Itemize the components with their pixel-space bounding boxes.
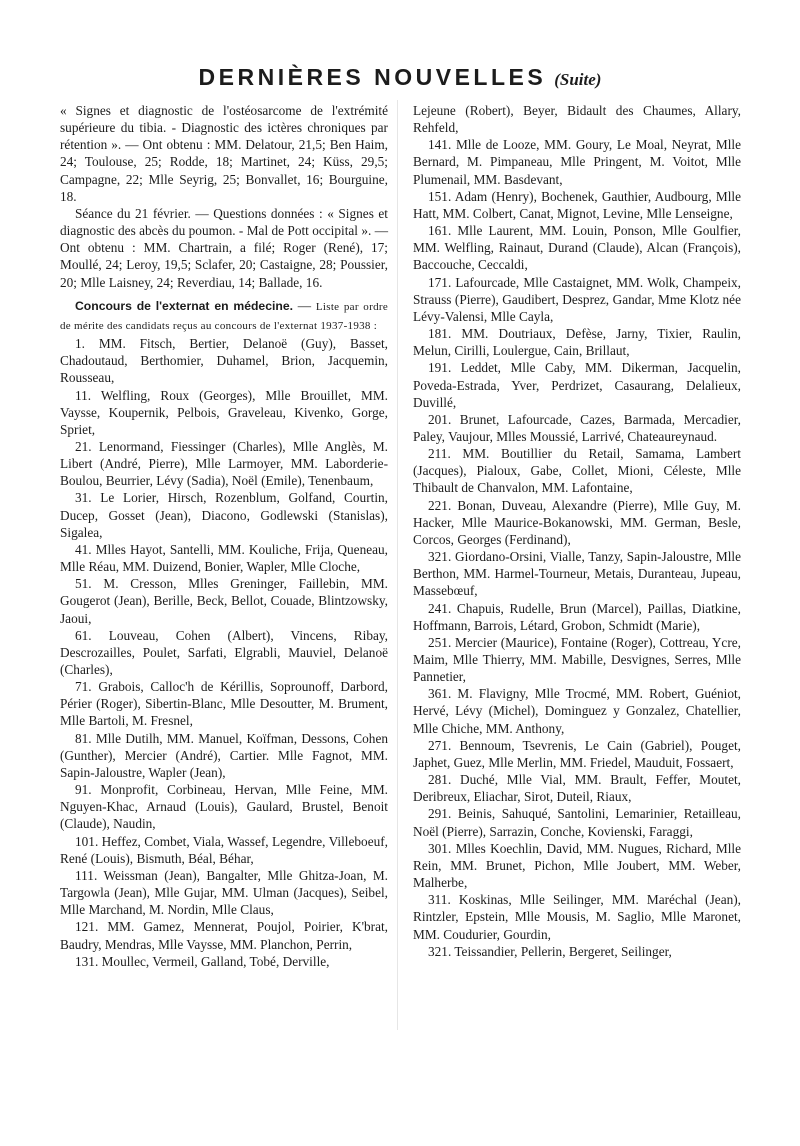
page-subtitle: (Suite) — [554, 70, 602, 89]
list-item: 161. Mlle Laurent, MM. Louin, Ponson, Mlle Goulfier, MM. Welfling, Rainaut, Durand (Claude), Alcan (François), Baccouche, Ceccaldi, — [413, 223, 741, 273]
list-item: 151. Adam (Henry), Bochenek, Gauthier, Audbourg, Mlle Hatt, MM. Colbert, Canat, Mignot, Levine, Mlle Lenseigne, — [413, 188, 741, 221]
column-divider — [397, 100, 398, 1030]
list-item: 241. Chapuis, Rudelle, Brun (Marcel), Paillas, Diatkine, Hoffmann, Barrois, Létard, Grobon, Schmidt (Marie), — [413, 600, 741, 633]
section-dash: — — [293, 297, 316, 313]
list-item: 361. M. Flavigny, Mlle Trocmé, MM. Robert, Guéniot, Hervé, Lévy (Michel), Dominguez y Gonzalez, Chatellier, Mlle Chiche, MM. Anthony, — [413, 686, 741, 736]
list-item: 281. Duché, Mlle Vial, MM. Brault, Feffer, Moutet, Deribreux, Eliachar, Sirot, Duteil, Riaux, — [413, 772, 741, 805]
section-heading — [60, 297, 388, 335]
list-item: 321. Teissandier, Pellerin, Bergeret, Seilinger, — [428, 943, 672, 959]
section-title: Concours de l'externat en médecine. — [75, 298, 293, 313]
list-item: 71. Grabois, Calloc'h de Kérillis, Soprounoff, Darbord, Périer (Roger), Sibertin-Blanc, Mlle Desoutter, M. Brument, Mlle Bartoli, M. Fresnel, — [60, 679, 388, 729]
list-item: 81. Mlle Dutilh, MM. Manuel, Koïfman, Dessons, Cohen (Gunther), Mercier (André), Cartier. Mlle Fagnot, MM. Sapin-Jaloustre, Wapler (Jean), — [60, 730, 388, 780]
list-item: 101. Heffez, Combet, Viala, Wassef, Legendre, Villeboeuf, René (Louis), Bismuth, Béal, Béhar, — [60, 833, 388, 866]
list-item: 31. Le Lorier, Hirsch, Rozenblum, Golfand, Courtin, Ducep, Gosset (Jean), Diacono, Godlewski (Stanislas), Sigalea, — [60, 490, 388, 540]
list-item: 201. Brunet, Lafourcade, Cazes, Barmada, Mercadier, Paley, Vaujour, Mlles Moussié, Larrivé, Chateaureynaud. — [413, 411, 741, 444]
page-title: DERNIÈRES NOUVELLES — [198, 64, 547, 90]
list-item: 141. Mlle de Looze, MM. Goury, Le Moal, Neyrat, Mlle Bernard, M. Pimpaneau, Mlle Pringent, M. Voitot, Mlle Plumenail, MM. Basdevant, — [413, 137, 741, 187]
list-item: 61. Louveau, Cohen (Albert), Vincens, Ribay, Descrozailles, Poulet, Sarfati, Elgrabli, Mauviel, Delanoë (Charles), — [60, 627, 388, 677]
list-item: 291. Beinis, Sahuqué, Santolini, Lemarinier, Retailleau, Noël (Pierre), Sarrazin, Conche, Kovienski, Faraggi, — [413, 806, 741, 839]
list-item: 321. Giordano-Orsini, Vialle, Tanzy, Sapin-Jaloustre, Mlle Berthon, MM. Harmel-Tourneur, Metais, Duranteau, Jupeau, Massebœuf, — [413, 549, 741, 599]
list-item: 171. Lafourcade, Mlle Castaignet, MM. Wolk, Champeix, Strauss (Pierre), Gaudibert, Desprez, Gandar, Mme Klotz née Lévy-Valensi, Mlle Cayla, — [413, 274, 741, 324]
list-item: 51. M. Cresson, Mlles Greninger, Faillebin, MM. Gougerot (Jean), Berille, Beck, Bellot, Couade, Blintzowsky, Jaoui, — [60, 576, 388, 626]
list-item: 1. MM. Fitsch, Bertier, Delanoë (Guy), Basset, Chadoutaud, Berthomier, Duhamel, Brion, Jacquemin, Rousseau, — [60, 336, 388, 386]
list-item: 11. Welfling, Roux (Georges), Mlle Brouillet, MM. Vaysse, Koupernik, Pelbois, Graveleau, Kivenko, Gorge, Spriet, — [60, 387, 388, 437]
list-item: 221. Bonan, Duveau, Alexandre (Pierre), Mlle Guy, M. Hacker, Mlle Maurice-Bokanowski, MM. German, Besle, Corcos, Georges (Ferdinand), — [413, 497, 741, 547]
right-column — [413, 102, 741, 960]
left-column — [60, 102, 388, 970]
list-item: 41. Mlles Hayot, Santelli, MM. Kouliche, Frija, Queneau, Mlle Réau, MM. Duizend, Bonier, Wapler, Mlle Cloche, — [60, 541, 388, 575]
paragraph: Séance du 21 février. — Questions données : « Signes et diagnostic des abcès du poumon. - Mal de Pott occipital ». — Ont obtenu : MM. Chartrain, a filé; Roger (René), 17; Moullé, 24; Leroy, 19,5; Sclafer, 20; Castaigne, 28; Poussier, 20; Mlle Laisney, 24; Reverdiau, 14; Ballade, 16. — [60, 205, 388, 290]
list-item: 91. Monprofit, Corbineau, Hervan, Mlle Feine, MM. Nguyen-Khac, Arnaud (Louis), Gaulard, Brustel, Benoit (Claude), Naudin, — [60, 782, 388, 832]
page-header — [0, 64, 800, 91]
list-item: 271. Bennoum, Tsevrenis, Le Cain (Gabriel), Pouget, Japhet, Guez, Mlle Merlin, MM. Friedel, Mauduit, Fossaert, — [413, 737, 741, 770]
list-item: 191. Leddet, Mlle Caby, MM. Dikerman, Jacquelin, Poveda-Estrada, Yver, Perdrizet, Casaurang, Delalieux, Duvillé, — [413, 360, 741, 410]
section-caption: Liste par ordre de mérite des candidats reçus au concours de l'externat 1937-1938 : — [60, 300, 389, 332]
list-item-continuation: Lejeune (Robert), Beyer, Bidault des Chaumes, Allary, Rehfeld, — [413, 103, 741, 136]
list-item: 181. MM. Doutriaux, Defèse, Jarny, Tixier, Raulin, Melun, Cirilli, Loulergue, Cain, Brillaut, — [413, 326, 741, 359]
list-item: 311. Koskinas, Mlle Seilinger, MM. Maréchal (Jean), Rintzler, Epstein, Mlle Mousis, M. Saglio, Mlle Maronet, MM. Coudurier, Gourdin, — [413, 892, 741, 942]
list-item: 251. Mercier (Maurice), Fontaine (Roger), Cottreau, Ycre, Maim, Mlle Thierry, MM. Mabille, Desvignes, Serres, Mlle Pannetier, — [413, 634, 741, 685]
list-item: 21. Lenormand, Fiessinger (Charles), Mlle Anglès, M. Libert (André, Pierre), Mlle Larmoyer, MM. Laborderie-Boulou, Beurrier, Lévy (Sadia), Noël (Emile), Tenenbaum, — [60, 438, 388, 489]
list-item: 111. Weissman (Jean), Bangalter, Mlle Ghitza-Joan, M. Targowla (Jean), Mlle Gujar, MM. Ulman (Jacques), Seibel, Mlle Marchand, M. Nordin, Mlle Claus, — [60, 867, 388, 918]
list-item: 131. Moullec, Vermeil, Galland, Tobé, Derville, — [75, 953, 330, 969]
list-item: 301. Mlles Koechlin, David, MM. Nugues, Richard, Mlle Rein, MM. Brunet, Pichon, Mlle Joubert, MM. Weber, Malherbe, — [413, 840, 741, 891]
list-item: 121. MM. Gamez, Mennerat, Poujol, Poirier, K'brat, Baudry, Mendras, Mlle Vaysse, MM. Planchon, Perrin, — [60, 919, 388, 952]
paragraph: « Signes et diagnostic de l'ostéosarcome de l'extrémité supérieure du tibia. - Diagnostic des ictères chroniques par rétention ». — Ont obtenu : MM. Delatour, 21,5; Ben Haim, 24; Toulouse, 25; Rodde, 18; Martinet, 24; Küss, 29,5; Campagne, 22; Mlle Seyrig, 25; Bonvallet, 16; Bourguine, 18. — [60, 103, 388, 204]
list-item: 211. MM. Boutillier du Retail, Samama, Lambert (Jacques), Pialoux, Gabe, Collet, Mioni, Céleste, Mlle Thibault de Chanvalon, MM. Lafontaine, — [413, 446, 741, 496]
